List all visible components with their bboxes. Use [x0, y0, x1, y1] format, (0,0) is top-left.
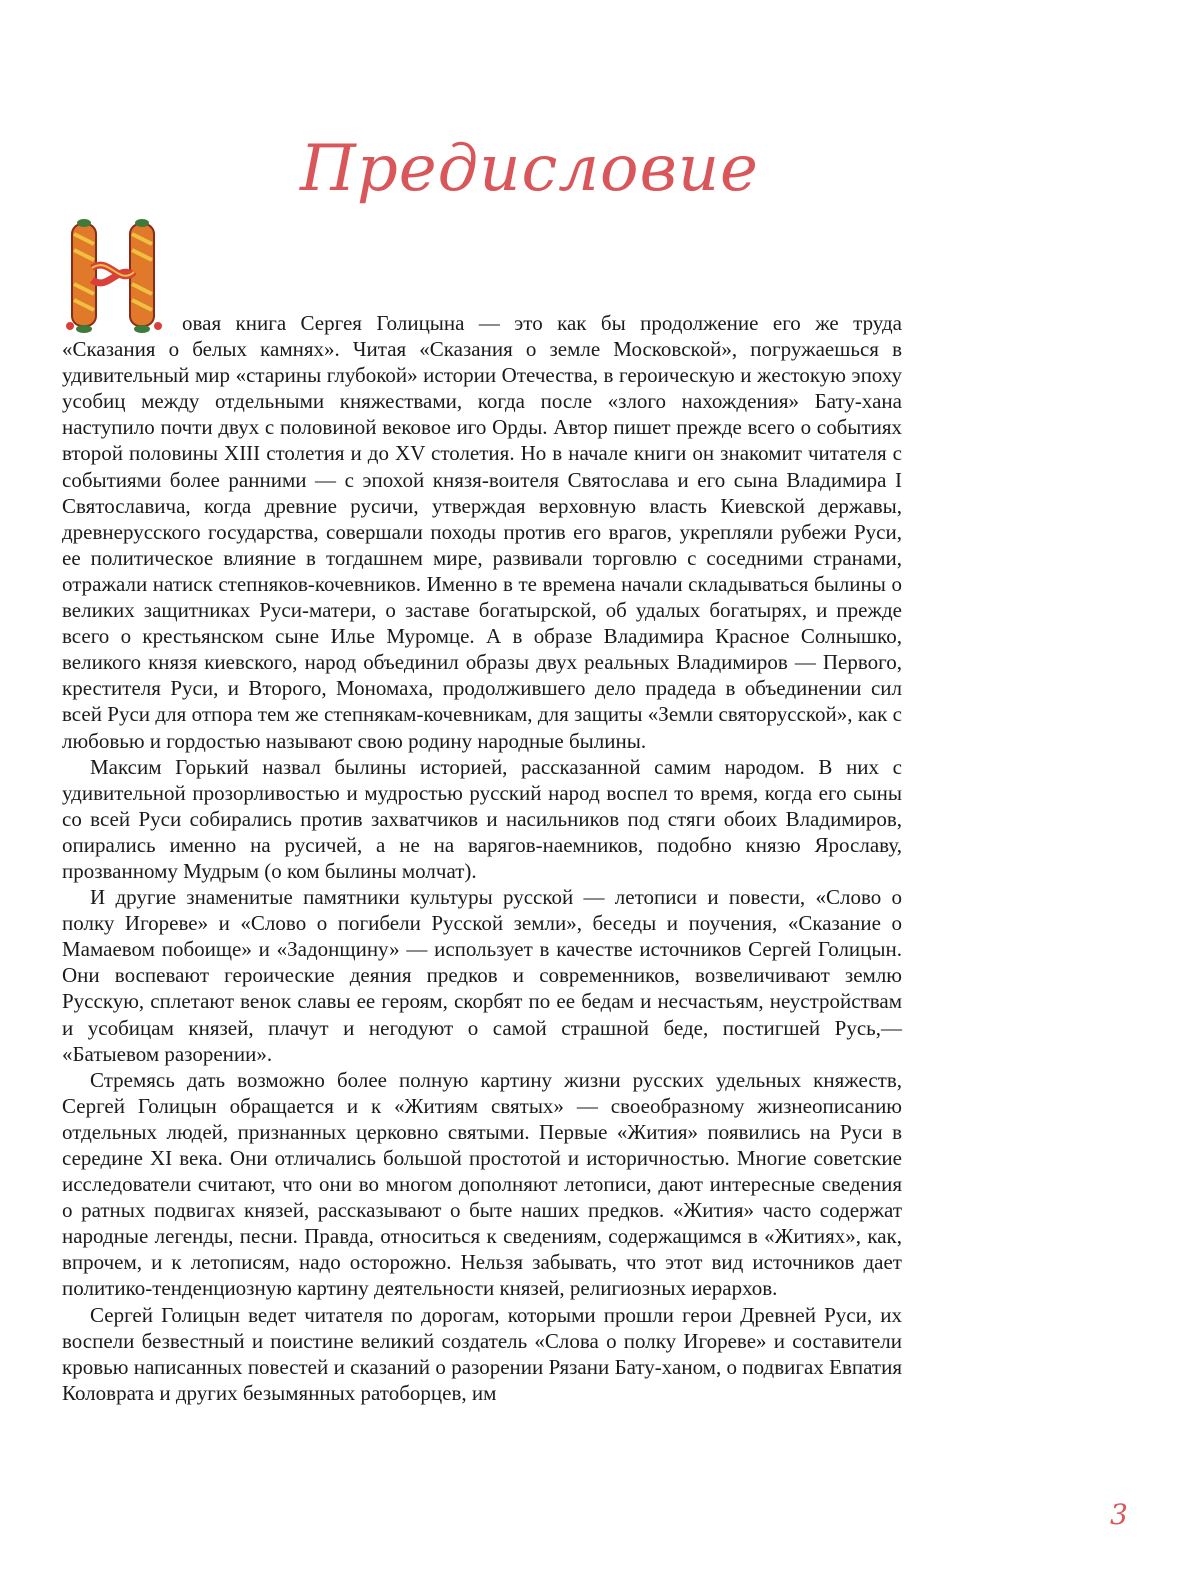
- paragraph-4: Стремясь дать возможно более полную картину жизни русских удельных княжеств, Сергей Голицын обращается и к «Житиям святых» — своеобразному жизнеописанию отдельных людей, признанных церковно святыми. Первые «Жития» появились на Руси в середине XI века. Они отличались большой простотой и историчностью. Многие советские исследователи считают, что они во многом дополняют летописи, дают интересные сведения о ратных подвигах князей, рассказывают о быте наших предков. «Жития» часто содержат народные легенды, песни. Правда, относиться к сведениям, содержащимся в «Житиях», как, впрочем, и к летописям, надо осторожно. Нельзя забывать, что этот вид источников дает политико-тенденциозную картину деятельности князей, религиозных иерархов.: [62, 1067, 902, 1301]
- paragraph-1: «Сказания о белых камнях». Читая «Сказания о земле Московской», погружаешься в удивительный мир «старины глубокой» истории Отечества, в героическую и жестокую эпоху усобиц между отдельными княжествами, когда после «злого нахождения» Бату-хана наступило почти двух с половиной вековое иго Орды. Автор пишет прежде всего о событиях второй половины XIII столетия и до XV столетия. Но в начале книги он знакомит читателя с событиями более ранними — с эпохой князя-воителя Святослава и его сына Владимира I Святославича, когда древние русичи, утверждая верховную власть Киевской державы, древнерусского государства, совершали походы против его врагов, укрепляли рубежи Руси, ее политическое влияние в тогдашнем мире, развивали торговлю с соседними странами, отражали натиск степняков-кочевников. Именно в те времена начали складываться былины о великих защитниках Руси-матери, о заставе богатырской, об удалых богатырях, и прежде всего о крестьянском сыне Илье Муромце. А в образе Владимира Красное Солнышко, великого князя киевского, народ объединил образы двух реальных Владимиров — Первого, крестителя Руси, и Второго, Мономаха, продолжившего дело прадеда в объединении сил всей Руси для отпора тем же степнякам-кочевникам, для защиты «Земли святорусской», как с любовью и гордостью называют свою родину народные былины.: [62, 337, 902, 753]
- page-title: Предисловие: [300, 132, 759, 206]
- paragraph-3: И другие знаменитые памятники культуры русской — летописи и повести, «Слово о полку Игореве» и «Слово о погибели Русской земли», беседы и поучения, «Сказание о Мамаевом побоище» и «Задонщину» — использует в качестве источников Сергей Голицын. Они воспевают героические деяния предков и современников, возвеличивают землю Русскую, сплетают венок славы ее героям, скорбят по ее бедам и несчастьям, неустройствам и усобицам князей, плачут и негодуют о самой страшной беде, постигшей Русь,— «Батыевом разорении».: [62, 885, 902, 1066]
- paragraph-5: Сергей Голицын ведет читателя по дорогам, которыми прошли герои Древней Руси, их воспели безвестный и поистине великий создатель «Слова о полку Игореве» и составители кровью написанных повестей и сказаний о разорении Рязани Бату-ханом, о подвигах Евпатия Коловрата и других безымянных ратоборцев, им: [62, 1302, 902, 1405]
- first-line: овая книга Сергея Голицына — это как бы продолжение его же труда: [182, 311, 902, 335]
- paragraph-2: Максим Горький назвал былины историей, рассказанной самим народом. В них с удивительной прозорливостью и мудростью русский народ воспел то время, когда его сыны со всей Руси собирались против захватчиков и насильников под стяги обоих Владимиров, опирались именно на русичей, а не на варягов-наемников, подобно князю Ярославу, прозванному Мудрым (о ком былины молчат).: [62, 754, 902, 883]
- body-text: [62, 310, 902, 1406]
- page-number: 3: [1110, 1498, 1128, 1531]
